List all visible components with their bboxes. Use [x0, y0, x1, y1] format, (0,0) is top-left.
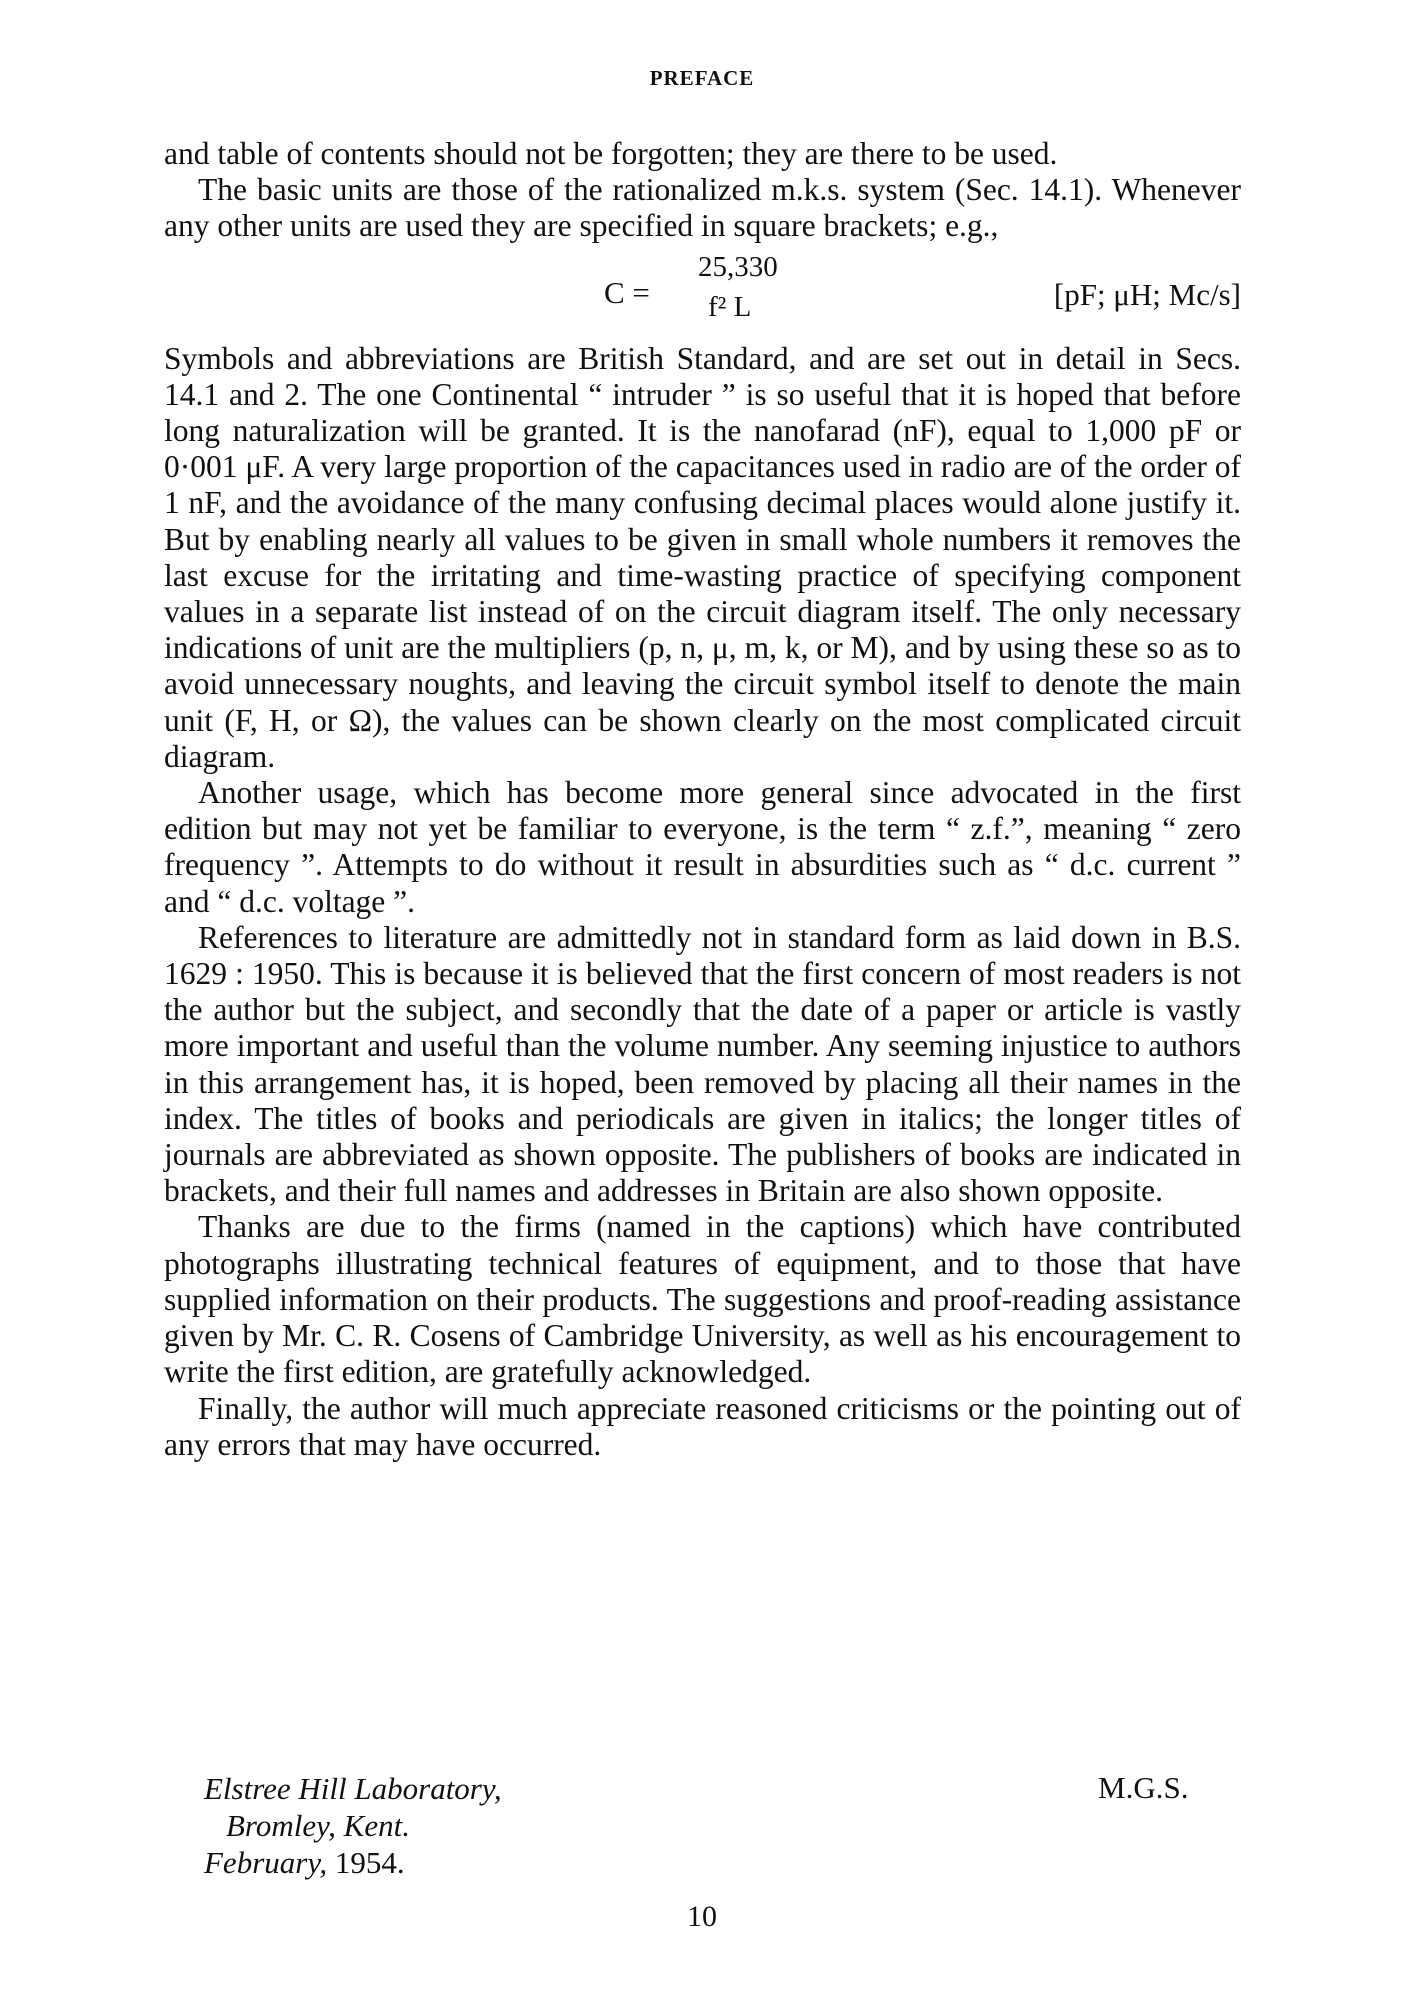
signature-laboratory: Elstree Hill Laboratory,	[204, 1771, 502, 1806]
paragraph-units: The basic units are those of the rationalized m.k.s. system (Sec. 14.1). Whenever any other units are used they are specified in square brackets; e.g.,	[164, 172, 1241, 244]
signature-month: February,	[204, 1845, 328, 1880]
page-number: 10	[687, 1900, 717, 1933]
signature-year: 1954.	[334, 1845, 405, 1880]
paragraph-thanks: Thanks are due to the firms (named in the captions) which have contributed photographs illustrating technical features of equipment, and to those that have supplied information on their products. The suggestions and proof-reading assistance given by Mr. C. R. Cosens of Cambridge University, as well as his encouragement to write the first edition, are gratefully acknowledged.	[164, 1209, 1241, 1390]
signature-block	[204, 1770, 1204, 1881]
author-initials: M.G.S.	[1098, 1770, 1189, 1805]
paragraph-references: References to literature are admittedly not in standard form as laid down in B.S. 1629 : 1950. This is because it is believed that the first concern of most readers is not the author but the subject, and secondly that the date of a paper or article is vastly more important and useful than the volume number. Any seeming injustice to authors in this arrangement has, it is hoped, been removed by placing all their names in the index. The titles of books and periodicals are given in italics; the longer titles of journals are abbreviated as shown opposite. The publishers of books are indicated in brackets, and their full names and addresses in Britain are also shown opposite.	[164, 919, 1241, 1209]
formula-example	[164, 245, 1241, 341]
paragraph-continuation: and table of contents should not be forgotten; they are there to be used.	[164, 136, 1058, 171]
paragraph-finally: Finally, the author will much appreciate reasoned criticisms or the pointing out of any errors that may have occurred.	[164, 1390, 1241, 1462]
capacitance-formula	[604, 245, 804, 341]
formula-units: [pF; μH; Mc/s]	[1053, 276, 1241, 312]
paragraph-zf-usage: Another usage, which has become more general since advocated in the first edition but may not yet be familiar to everyone, is the term “ z.f.”, meaning “ zero frequency ”. Attempts to do without it result in absurdities such as “ d.c. current ” and “ d.c. voltage ”.	[164, 775, 1241, 919]
preface-body	[164, 136, 1241, 1463]
formula-denominator: f² L	[708, 290, 752, 323]
signature-date	[204, 1844, 1204, 1881]
paragraph-symbols: Symbols and abbreviations are British Standard, and are set out in detail in Secs. 14.1 and 2. The one Continental “ intruder ” is so useful that it is hoped that before long naturalization will be granted. It is the nanofarad (nF), equal to 1,000 pF or 0·001 μF. A very large proportion of the capacitances used in radio are of the order of 1 nF, and the avoidance of the many confusing decimal places would alone justify it. But by enabling nearly all values to be given in small whole numbers it removes the last excuse for the irritating and time-wasting practice of specifying component values in a separate list instead of on the circuit diagram itself. The only necessary indications of unit are the multipliers (p, n, μ, m, k, or M), and by using these so as to avoid unnecessary noughts, and leaving the circuit symbol itself to denote the main unit (F, H, or Ω), the values can be shown clearly on the most complicated circuit diagram.	[164, 340, 1241, 774]
running-header: PREFACE	[649, 66, 755, 90]
signature-place: Bromley, Kent.	[226, 1808, 410, 1843]
formula-numerator: 25,330	[698, 250, 778, 283]
formula-lhs: C =	[604, 274, 650, 310]
